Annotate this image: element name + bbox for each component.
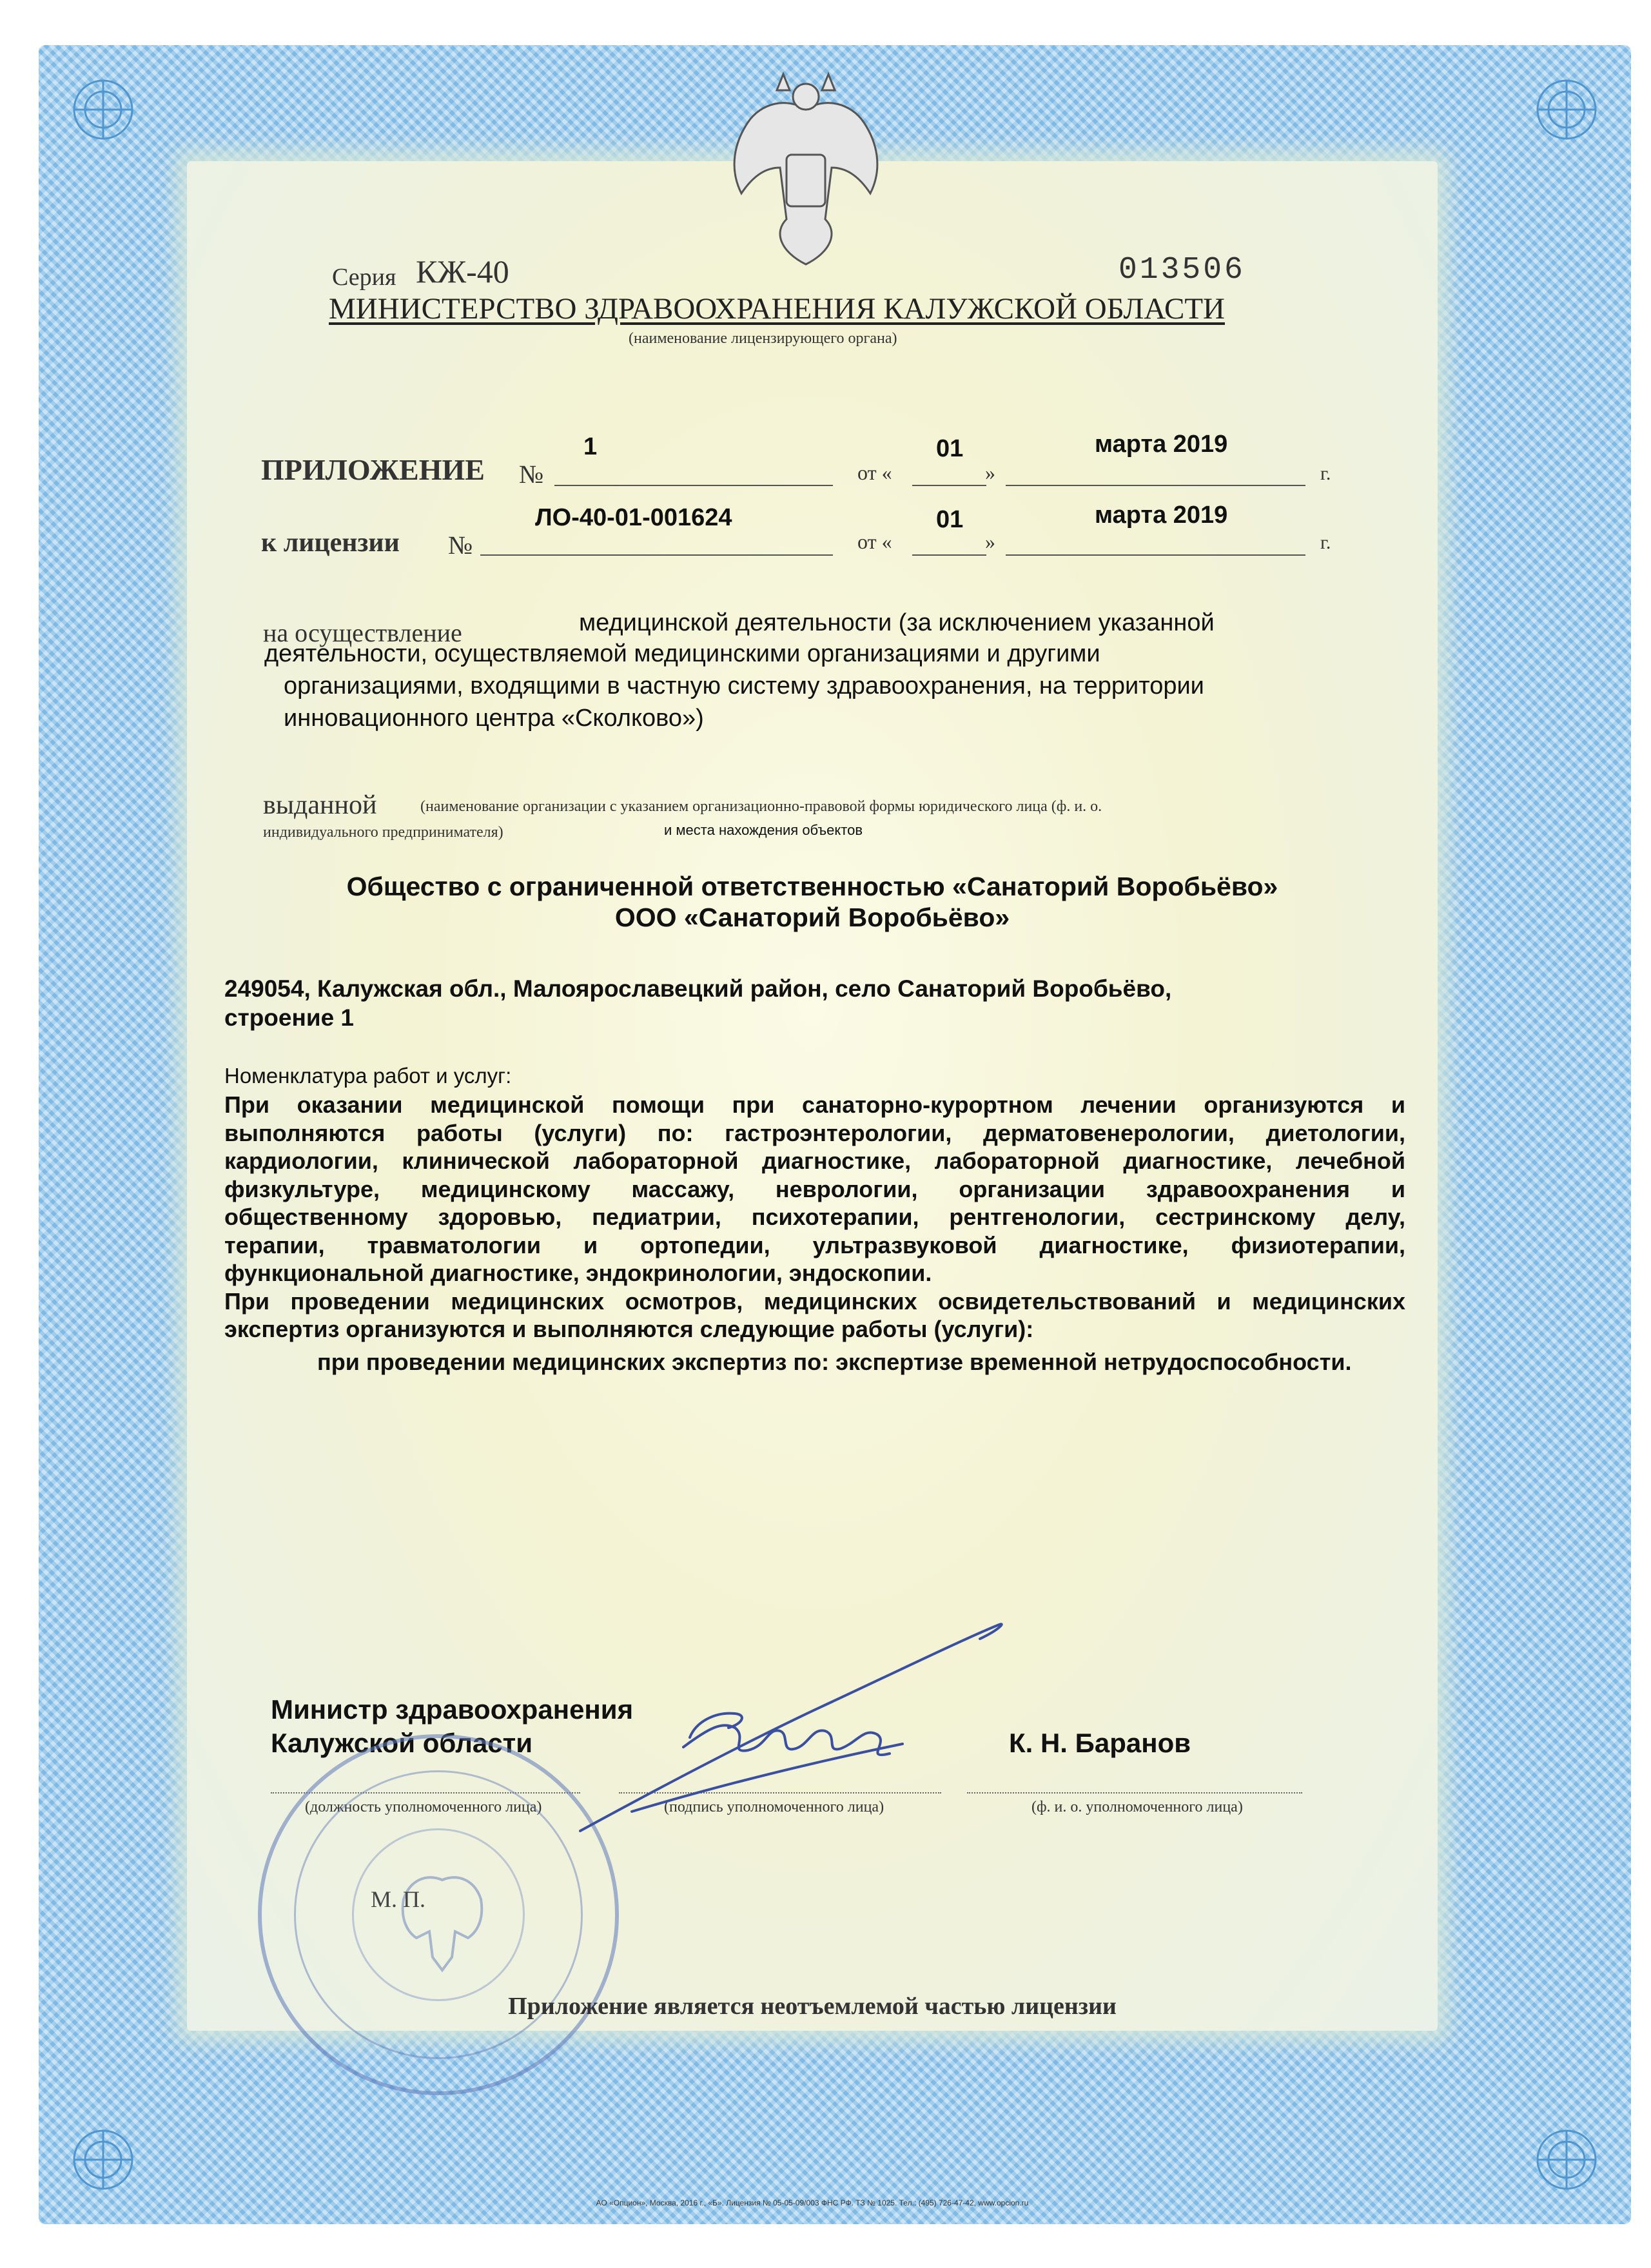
issued-caption-2: индивидуального предпринимателя) (263, 824, 503, 841)
handwritten-signature-icon (554, 1599, 1019, 1870)
corner-ornament-icon (1528, 71, 1605, 148)
signature-caption: (подпись уполномоченного лица) (664, 1799, 884, 1815)
appendix-year-suffix: г. (1320, 463, 1331, 484)
license-no-label: № (448, 531, 473, 560)
license-label: к лицензии (261, 528, 400, 558)
license-from-label: от « (857, 530, 892, 553)
series-value: КЖ-40 (416, 253, 509, 289)
seal-place-label: М. П. (371, 1886, 426, 1912)
corner-ornament-icon (64, 71, 142, 148)
license-month-year: марта 2019 (1095, 502, 1228, 529)
license-number: ЛО-40-01-001624 (535, 504, 732, 531)
footer-note: Приложение является неотъемлемой частью лицензии (508, 1993, 1117, 2020)
appendix-no-label: № (519, 460, 544, 489)
services-line: кардиологии, клинической лабораторной диагностике, лабораторной диагностике, лечебной (224, 1148, 1405, 1174)
services-line: экспертиз организуются и выполняются следующие работы (услуги): (224, 1316, 1034, 1342)
services-line: При оказании медицинской помощи при санаторно-курортном лечении организуются и (224, 1091, 1405, 1118)
services-line: терапии, травматологии и ортопедии, ультразвуковой диагностике, физиотерапии, (224, 1231, 1405, 1258)
form-number: 013506 (1119, 253, 1246, 288)
services-line: общественному здоровью, педиатрии, психотерапии, рентгенологии, сестринскому делу, (224, 1204, 1405, 1230)
organization-full-name: Общество с ограниченной ответственностью «Санаторий Воробьёво» (346, 872, 1278, 901)
appendix-day-line (912, 485, 986, 486)
authority-caption: (наименование лицензирующего органа) (629, 330, 897, 347)
signer-name: К. Н. Баранов (1009, 1728, 1191, 1758)
double-headed-eagle-emblem-icon (709, 71, 903, 277)
issued-label: выданной (263, 790, 377, 820)
activity-line-1: медицинской деятельности (за исключением указанной (579, 609, 1215, 636)
name-caption: (ф. и. о. уполномоченного лица) (1031, 1799, 1243, 1815)
services-paragraph (224, 1091, 1405, 1344)
services-line: физкультуре, медицинскому массажу, неврологии, организации здравоохранения и (224, 1175, 1405, 1202)
services-line: При проведении медицинских осмотров, медицинских освидетельствований и медицинских (224, 1287, 1405, 1315)
activity-label: на осуществление (263, 618, 462, 647)
position-caption: (должность уполномоченного лица) (305, 1799, 542, 1815)
issued-caption-3: и места нахождения объектов (664, 822, 863, 838)
activity-line-2: деятельности, осуществляемой медицинскими организациями и другими (264, 640, 1100, 667)
printer-info: АО «Опцион», Москва, 2016 г., «Б». Лицензия № 05-05-09/003 ФНС РФ. ТЗ № 1025. Тел.: (495) 726-47-42, www.opcion.ru (596, 2198, 1029, 2207)
seal-eagle-icon (391, 1861, 494, 1977)
services-heading: Номенклатура работ и услуг: (224, 1064, 512, 1088)
appendix-date-line (1006, 485, 1305, 486)
appendix-number-line (554, 485, 833, 486)
services-line: функциональной диагностике, эндокринологии, эндоскопии. (224, 1260, 932, 1286)
services-line: выполняются работы (услуги) по: гастроэнтерологии, дерматовенерологии, диетологии, (224, 1119, 1405, 1146)
appendix-day: 01 (936, 435, 964, 462)
license-quote-close: » (985, 530, 995, 553)
authority-name: МИНИСТЕРСТВО ЗДРАВООХРАНЕНИЯ КАЛУЖСКОЙ ОБЛАСТИ (329, 292, 1225, 326)
appendix-label: ПРИЛОЖЕНИЕ (261, 453, 485, 486)
appendix-quote-close: » (985, 461, 995, 484)
license-number-line (480, 554, 833, 556)
license-date-line (1006, 554, 1305, 556)
appendix-number: 1 (583, 433, 598, 460)
license-day: 01 (936, 506, 964, 533)
address-line-1: 249054, Калужская обл., Малоярославецкий район, село Санаторий Воробьёво, (224, 975, 1172, 1002)
organization-short-name: ООО «Санаторий Воробьёво» (614, 903, 1010, 932)
corner-ornament-icon (1528, 2121, 1605, 2198)
signer-position-line-1: Министр здравоохранения (271, 1694, 634, 1725)
signer-position-line-2: Калужской области (271, 1728, 533, 1758)
address-line-2: строение 1 (224, 1004, 355, 1031)
license-day-line (912, 554, 986, 556)
series-label: Серия (332, 264, 396, 291)
appendix-from-label: от « (857, 461, 892, 484)
license-year-suffix: г. (1320, 532, 1331, 553)
activity-line-3: организациями, входящими в частную систему здравоохранения, на территории (284, 672, 1204, 699)
activity-line-4: инновационного центра «Сколково») (284, 705, 704, 732)
corner-ornament-icon (64, 2121, 142, 2198)
appendix-month-year: марта 2019 (1095, 431, 1228, 458)
issued-caption-1: (наименование организации с указанием организационно-правовой формы юридического лица (ф. и. о. (420, 798, 1102, 815)
expertise-line: при проведении медицинских экспертиз по: экспертизе временной нетрудоспособности. (317, 1349, 1352, 1375)
